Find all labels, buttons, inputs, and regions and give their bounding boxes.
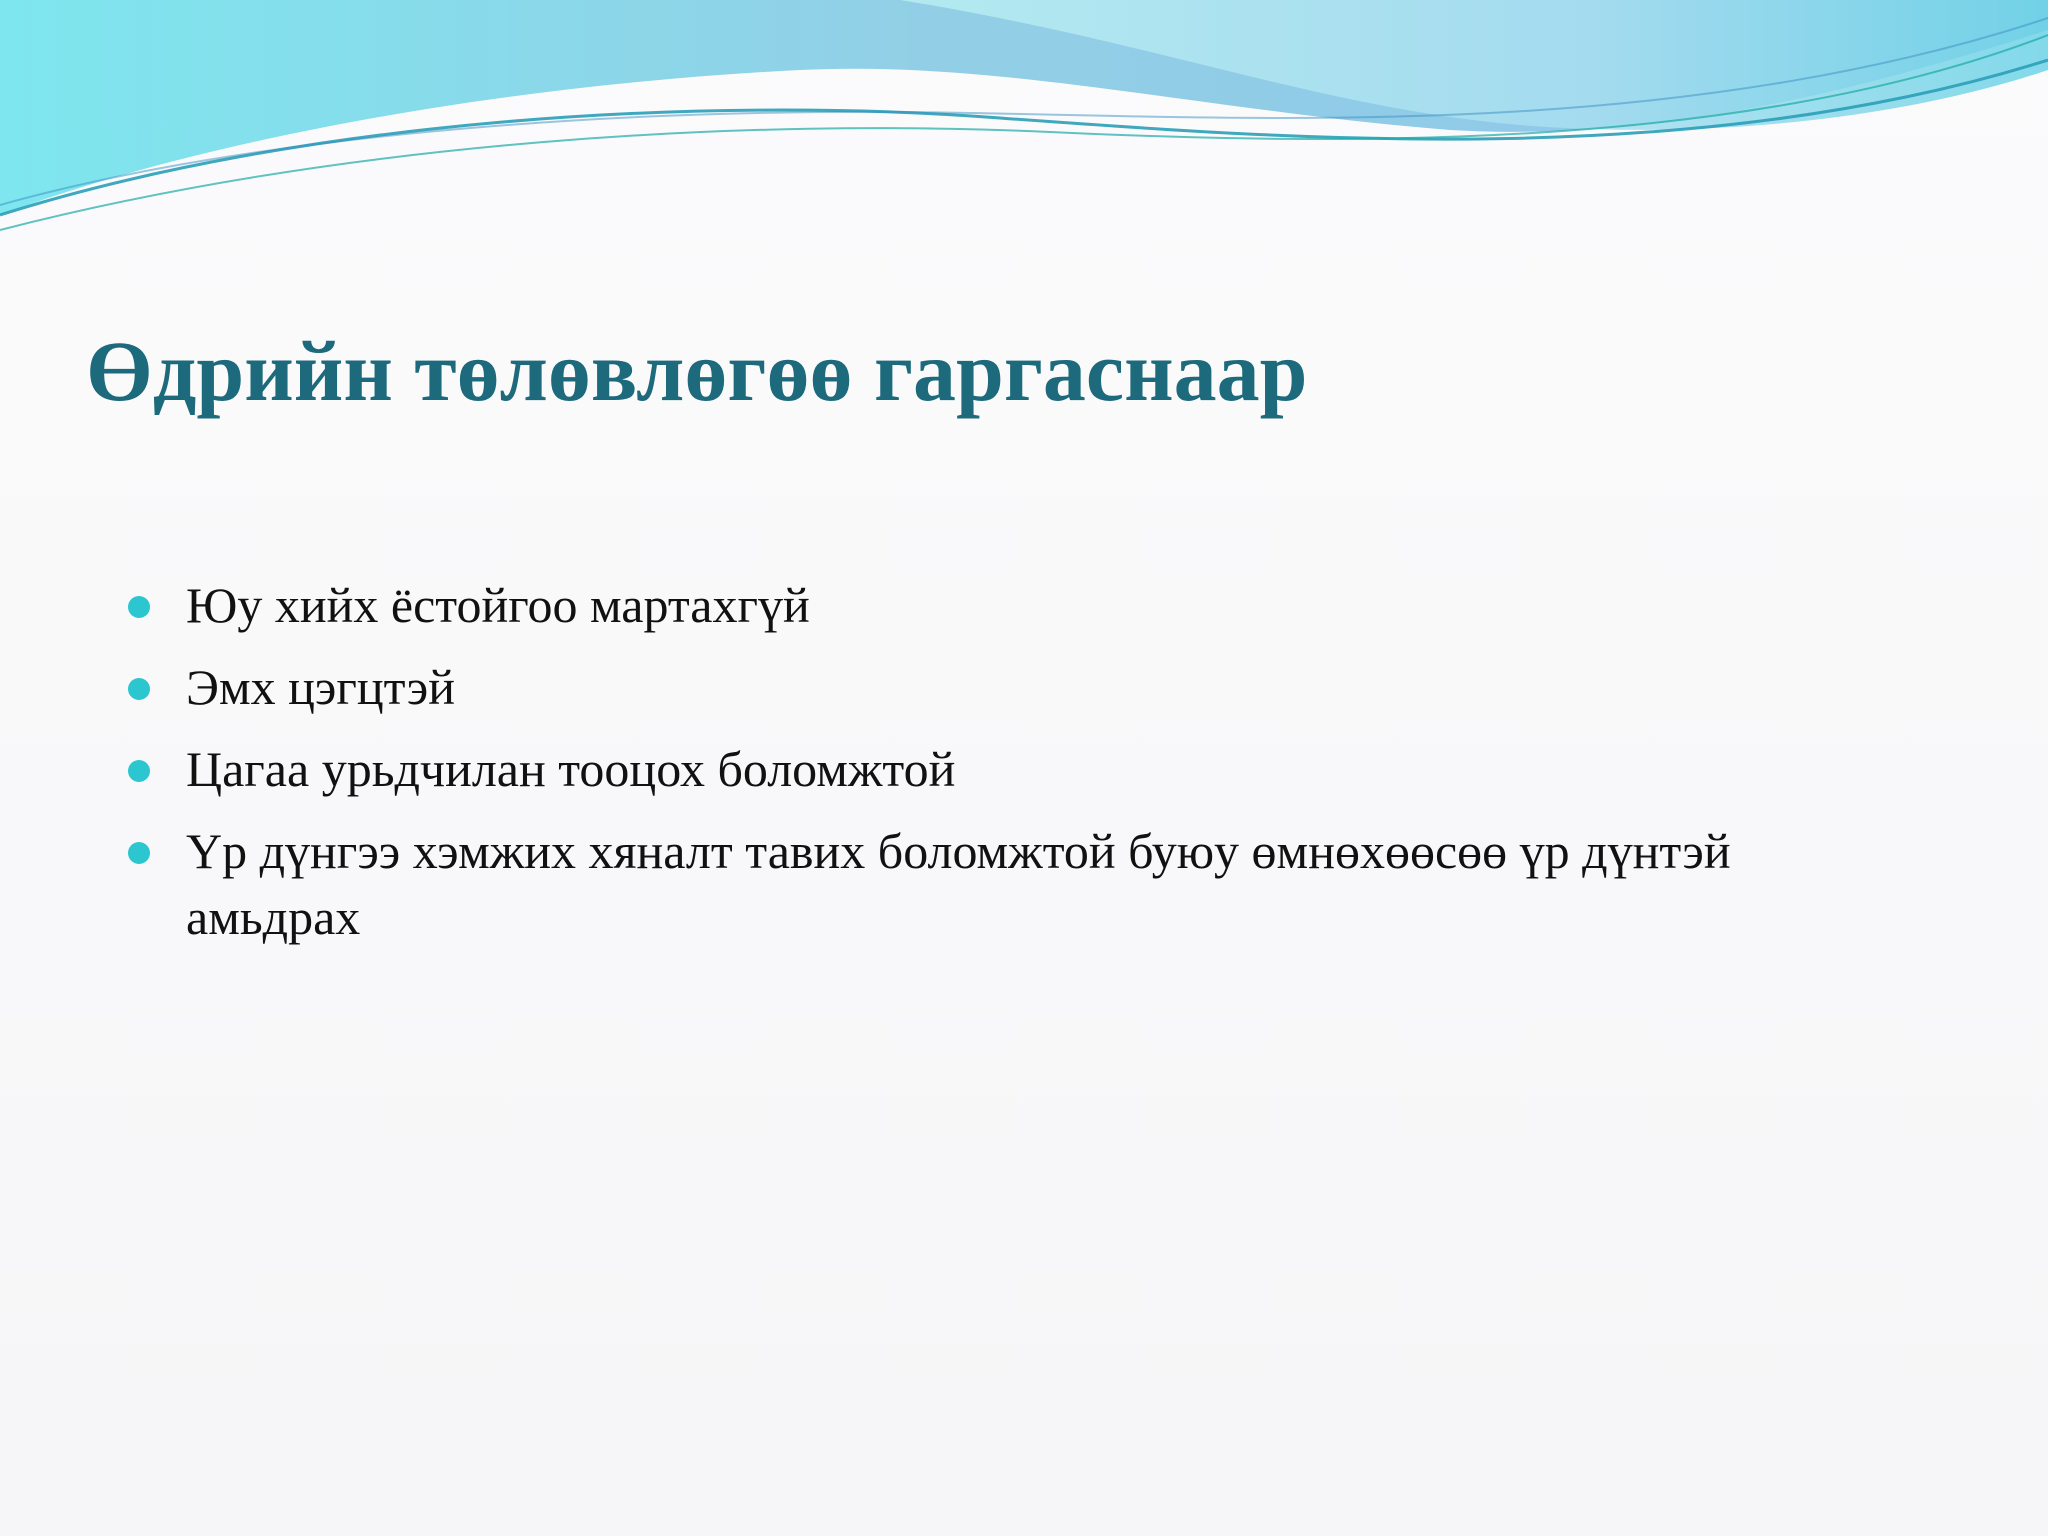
bullet-text: Эмх цэгцтэй bbox=[186, 659, 455, 715]
wave-header-decoration bbox=[0, 0, 2048, 240]
list-item bbox=[0, 654, 1806, 720]
bullet-list bbox=[0, 572, 1900, 966]
bullet-dot-icon bbox=[128, 678, 150, 700]
bullet-text: Үр дүнгээ хэмжих хяналт тавих боломжтой буюу өмнөхөөсөө үр дүнтэй амьдрах bbox=[186, 823, 1731, 945]
bullet-dot-icon bbox=[128, 842, 150, 864]
list-item bbox=[0, 572, 1806, 638]
bullet-dot-icon bbox=[128, 760, 150, 782]
slide-title: Өдрийн төлөвлөгөө гаргаснаар bbox=[86, 323, 1308, 419]
bullet-text: Цагаа урьдчилан тооцох боломжтой bbox=[186, 741, 956, 797]
list-item bbox=[0, 818, 1806, 950]
bullet-dot-icon bbox=[128, 596, 150, 618]
list-item bbox=[0, 736, 1806, 802]
bullet-text: Юу хийх ёстойгоо мартахгүй bbox=[186, 577, 810, 633]
